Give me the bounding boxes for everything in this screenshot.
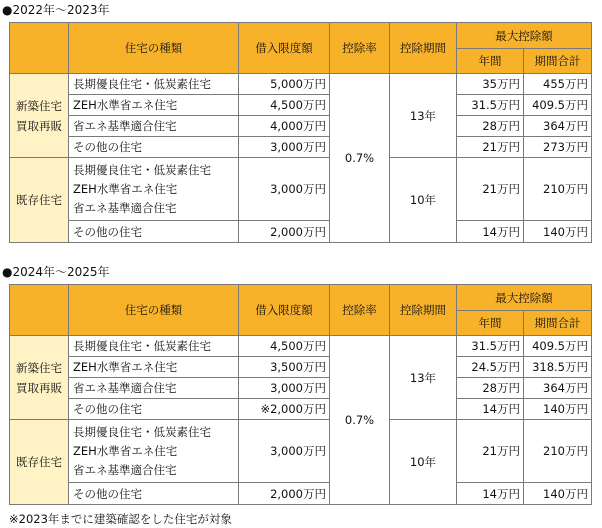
section-title: ●2024年～2025年 [2,265,110,279]
header-total: 期間合計 [524,49,592,74]
limit-cell: 4,000万円 [239,116,330,137]
type-cell: その他の住宅 [69,221,239,243]
header-max-deduction: 最大控除額 [457,285,592,311]
annual-cell: 21万円 [457,158,524,221]
annual-cell: 31.5万円 [457,336,524,357]
annual-cell: 21万円 [457,137,524,158]
annual-cell: 31.5万円 [457,95,524,116]
type-cell: 長期優良住宅・低炭素住宅 [69,74,239,95]
corner-header [10,285,69,336]
category-cell: 新築住宅 買取再販 [10,336,69,420]
header-annual: 年間 [457,311,524,336]
header-type: 住宅の種類 [69,23,239,74]
annual-cell: 14万円 [457,221,524,243]
table-row [10,158,592,221]
table-row [10,378,592,399]
type-cell: その他の住宅 [69,483,239,505]
table-row [10,221,592,243]
header-annual: 年間 [457,49,524,74]
limit-cell: 5,000万円 [239,74,330,95]
limit-cell: 4,500万円 [239,336,330,357]
annual-cell: 14万円 [457,483,524,505]
type-cell: ZEH水準省エネ住宅 [69,95,239,116]
total-cell: 140万円 [524,221,592,243]
corner-header [10,23,69,74]
header-limit: 借入限度額 [239,285,330,336]
total-cell: 364万円 [524,116,592,137]
total-cell: 210万円 [524,158,592,221]
deduction-table [9,284,592,505]
header-type: 住宅の種類 [69,285,239,336]
total-cell: 455万円 [524,74,592,95]
limit-cell: 2,000万円 [239,483,330,505]
type-cell: 省エネ基準適合住宅 [69,116,239,137]
annual-cell: 21万円 [457,420,524,483]
total-cell: 140万円 [524,399,592,420]
category-cell: 既存住宅 [10,158,69,243]
period-cell: 10年 [390,158,457,243]
annual-cell: 28万円 [457,378,524,399]
footnote: ※2023年までに建築確認をした住宅が対象 [9,512,232,526]
section-title: ●2022年～2023年 [2,3,110,17]
period-cell: 13年 [390,336,457,420]
annual-cell: 14万円 [457,399,524,420]
header-total: 期間合計 [524,311,592,336]
table-row [10,420,592,483]
type-cell: 長期優良住宅・低炭素住宅 ZEH水準省エネ住宅 省エネ基準適合住宅 [69,420,239,483]
type-cell: 長期優良住宅・低炭素住宅 [69,336,239,357]
header-max-deduction: 最大控除額 [457,23,592,49]
table-row [10,399,592,420]
limit-cell: 2,000万円 [239,221,330,243]
total-cell: 140万円 [524,483,592,505]
total-cell: 409.5万円 [524,95,592,116]
header-rate: 控除率 [330,285,390,336]
total-cell: 364万円 [524,378,592,399]
header-period: 控除期間 [390,23,457,74]
total-cell: 318.5万円 [524,357,592,378]
table-row [10,357,592,378]
table-row [10,336,592,357]
type-cell: 長期優良住宅・低炭素住宅 ZEH水準省エネ住宅 省エネ基準適合住宅 [69,158,239,221]
category-cell: 既存住宅 [10,420,69,505]
type-cell: 省エネ基準適合住宅 [69,378,239,399]
total-cell: 210万円 [524,420,592,483]
limit-cell: 3,000万円 [239,137,330,158]
annual-cell: 24.5万円 [457,357,524,378]
type-cell: その他の住宅 [69,399,239,420]
rate-cell: 0.7% [330,74,390,243]
annual-cell: 28万円 [457,116,524,137]
limit-cell: 3,500万円 [239,357,330,378]
table-row [10,74,592,95]
table-row [10,137,592,158]
total-cell: 273万円 [524,137,592,158]
limit-cell: 3,000万円 [239,378,330,399]
period-cell: 13年 [390,74,457,158]
annual-cell: 35万円 [457,74,524,95]
deduction-table [9,22,592,243]
header-rate: 控除率 [330,23,390,74]
limit-cell: ※2,000万円 [239,399,330,420]
period-cell: 10年 [390,420,457,505]
total-cell: 409.5万円 [524,336,592,357]
header-limit: 借入限度額 [239,23,330,74]
table-row [10,95,592,116]
limit-cell: 3,000万円 [239,420,330,483]
type-cell: その他の住宅 [69,137,239,158]
table-row [10,483,592,505]
limit-cell: 3,000万円 [239,158,330,221]
category-cell: 新築住宅 買取再販 [10,74,69,158]
table-row [10,116,592,137]
header-period: 控除期間 [390,285,457,336]
rate-cell: 0.7% [330,336,390,505]
limit-cell: 4,500万円 [239,95,330,116]
type-cell: ZEH水準省エネ住宅 [69,357,239,378]
